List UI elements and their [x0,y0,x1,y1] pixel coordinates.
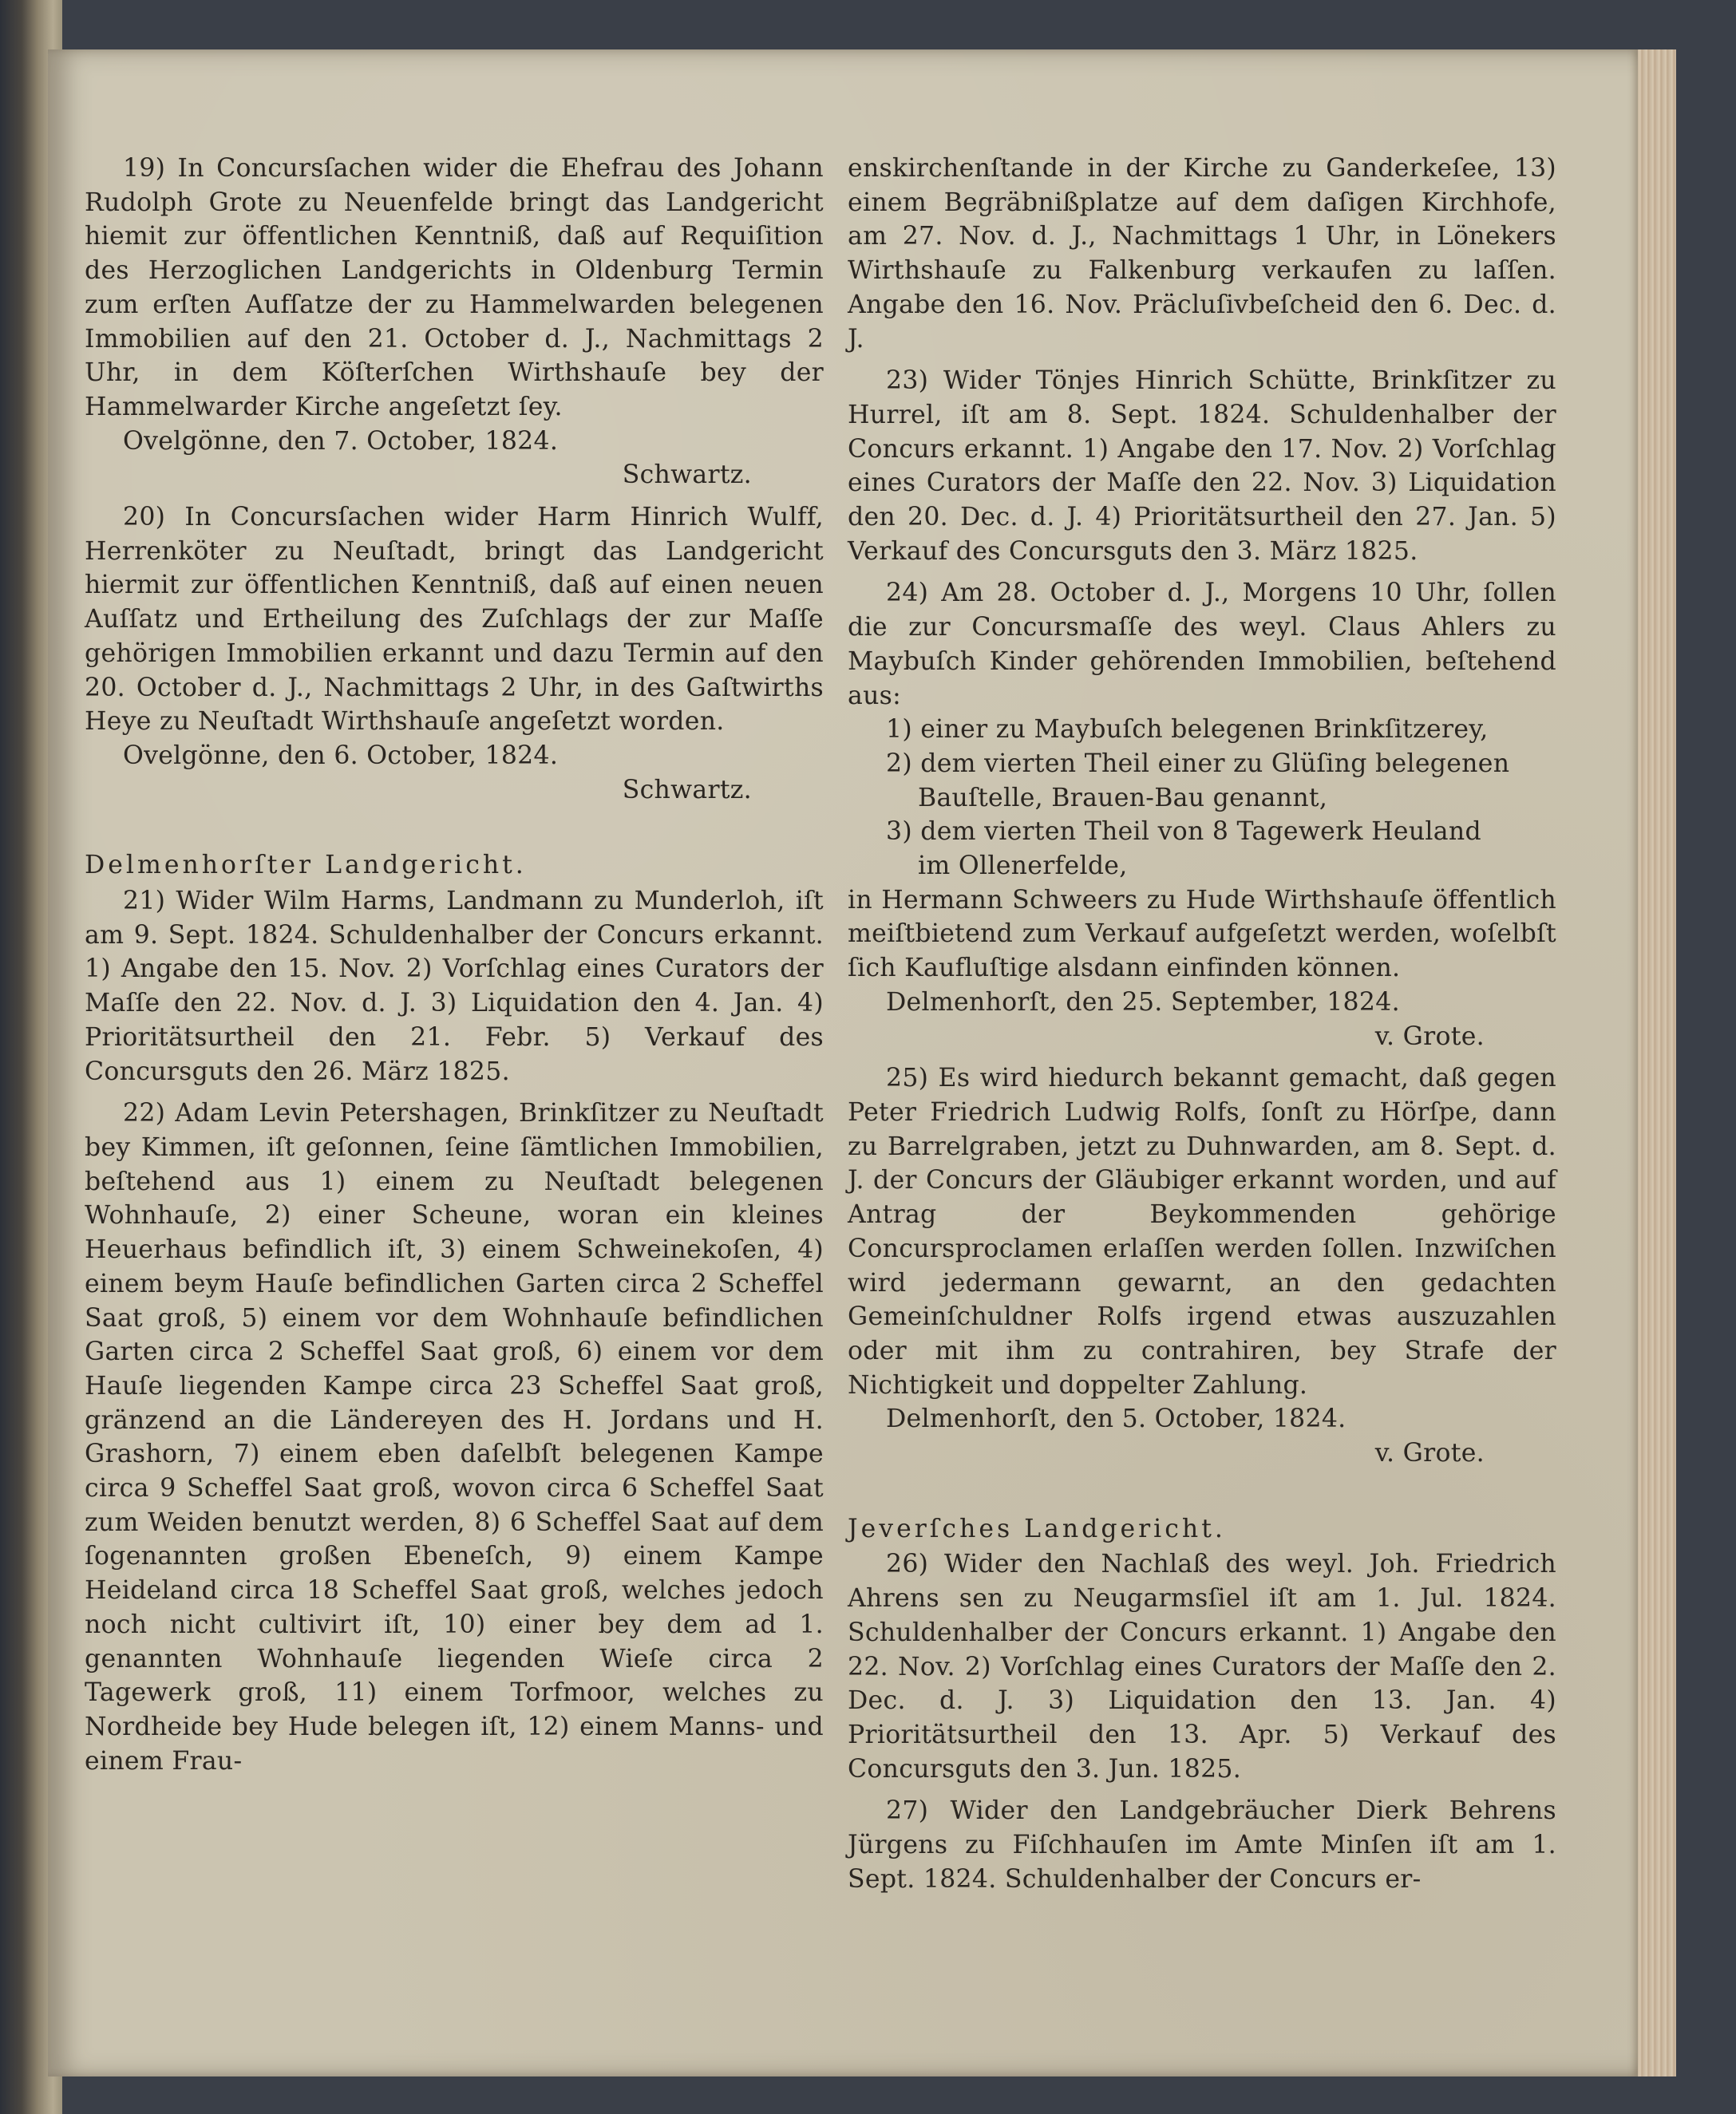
entry-24-dateline: Delmenhorſt, den 25. September, 1824. [886,987,1400,1017]
entry-19-text: 19) In Concursſachen wider die Ehefrau des Johann Rudolph Grote zu Neuenfelde bringt das Landgericht hiemit zur öffentlichen Kenntniß, daß auf Requiſition des Herzoglichen Landgerichts in Oldenburg Termin zum erſten Aufſatze der zu Hammelwarden belegenen Immobilien auf den 21. October d. J., Nachmittags 2 Uhr, in dem Köſterſchen Wirthshauſe bey der Hammelwarder Kirche angeſetzt ſey. [85,154,824,421]
entry-19-dateline: Ovelgönne, den 7. October, 1824. [123,426,559,456]
entry-24-item-1: 1) einer zu Maybuſch belegenen Brinkſitzerey, [886,715,1489,745]
entry-24-outro: in Hermann Schweers zu Hude Wirthshauſe öffentlich meiſtbietend zum Verkauf aufgeſetzt werden, woſelbſt ſich Kaufluſtige alsdann einfinden können. [848,885,1556,983]
entry-22-text: 22) Adam Levin Petershagen, Brinkſitzer zu Neuſtadt bey Kimmen, iſt geſonnen, ſeine ſämtlichen Immobilien, beſtehend aus 1) einem zu Neuſtadt belegenen Wohnhauſe, 2) einer Scheune, woran ein kleines Heuerhaus befindlich iſt, 3) einem Schweinekoſen, 4) einem beym Hauſe befindlichen Garten circa 2 Scheffel Saat groß, 5) einem vor dem Wohnhauſe befindlichen Garten circa 2 Scheffel Saat groß, 6) einem vor dem Hauſe liegenden Kampe circa 23 Scheffel Saat groß, gränzend an die Ländereyen des H. Jordans und H. Grashorn, 7) einem eben daſelbſt belegenen Kampe circa 9 Scheffel Saat groß, wovon circa 6 Scheffel Saat zum Weiden benutzt werden, 8) 6 Scheffel Saat auf dem ſogenannten großen Ebeneſch, 9) einem Kampe Heideland circa 18 Scheffel Saat groß, welches jedoch noch nicht cultivirt iſt, 10) einer bey dem ad 1. genannten Wohnhauſe liegenden Wieſe circa 2 Tagewerk groß, 11) einem Torfmoor, welches zu Nordheide bey Hude belegen iſt, 12) einem Manns- und einem Frau- [85,1099,824,1776]
entry-25-dateline: Delmenhorſt, den 5. October, 1824. [886,1405,1346,1434]
entry-27-text: 27) Wider den Landgebräucher Dierk Behrens Jürgens zu Fiſchhauſen im Amte Minſen iſt am 1. Sept. 1824. Schuldenhalber der Concurs er- [848,1796,1556,1894]
section-heading-delmenhorst: Delmenhorſter Landgericht. [85,851,527,880]
entry-25-text: 25) Es wird hiedurch bekannt gemacht, daß gegen Peter Friedrich Ludwig Rolfs, ſonſt zu Hörſpe, dann zu Barrelgraben, jetzt zu Duhnwarden, am 8. Sept. d. J. der Concurs der Gläubiger erkannt worden, und auf Antrag der Beykommenden gehörige Concursproclamen erlaſſen werden ſollen. Inzwiſchen wird jedermann gewarnt, an den gedachten Gemeinſchuldner Rolfs irgend etwas auszuzahlen oder mit ihm zu contrahiren, bey Strafe der Nichtigkeit und doppelter Zahlung. [848,1064,1556,1400]
right-column [848,152,1556,1896]
entry-26-text: 26) Wider den Nachlaß des weyl. Joh. Friedrich Ahrens sen zu Neugarmsſiel iſt am 1. Jul. 1824. Schuldenhalber der Concurs erkannt. 1) Angabe den 22. Nov. 2) Vorſchlag eines Curators der Maſſe den 2. Dec. d. J. 3) Liquidation den 13. Jan. 4) Prioritätsurtheil den 13. Apr. 5) Verkauf des Concursguts den 3. Jun. 1825. [848,1550,1556,1784]
entry-23-text: 23) Wider Tönjes Hinrich Schütte, Brinkſitzer zu Hurrel, iſt am 8. Sept. 1824. Schuldenhalber der Concurs erkannt. 1) Angabe den 17. Nov. 2) Vorſchlag eines Curators der Maſſe den 22. Nov. 3) Liquidation den 20. Dec. d. J. 4) Prioritätsurtheil den 27. Jan. 5) Verkauf des Concursguts den 3. März 1825. [848,366,1556,566]
entry-24-item-3: 3) dem vierten Theil von 8 Tagewerk Heuland [886,817,1481,847]
entry-24-item-2: 2) dem vierten Theil einer zu Glüſing belegenen [886,749,1510,778]
entry-20-text: 20) In Concursſachen wider Harm Hinrich Wulff, Herrenköter zu Neuſtadt, bringt das Landgericht hiermit zur öffentlichen Kenntniß, daß auf einen neuen Auſſatz und Ertheilung des Zuſchlags der zur Maſſe gehörigen Immobilien erkannt und dazu Termin auf den 20. October d. J., Nachmittags 2 Uhr, in des Gaſtwirths Heye zu Neuſtadt Wirthshauſe angeſetzt worden. [85,503,824,737]
entry-24-intro: 24) Am 28. October d. J., Morgens 10 Uhr, ſollen die zur Concursmaſſe des weyl. Claus Ahlers zu Maybuſch Kinder gehörenden Immobilien, beſtehend aus: [848,579,1556,710]
entry-24-signature: v. Grote. [1374,1021,1485,1051]
entry-21-text: 21) Wider Wilm Harms, Landmann zu Munderloh, iſt am 9. Sept. 1824. Schuldenhalber der Concurs erkannt. 1) Angabe den 15. Nov. 2) Vorſchlag eines Curators der Maſſe den 22. Nov. d. J. 3) Liquidation den 4. Jan. 4) Prioritätsurtheil den 21. Febr. 5) Verkauf des Concursguts den 26. März 1825. [85,887,824,1086]
left-column [85,152,824,1778]
page-edges [1638,49,1676,2076]
entry-20-signature: Schwartz. [622,775,752,804]
entry-19-signature: Schwartz. [622,460,752,490]
section-heading-jever: Jeverſches Landgericht. [848,1514,1226,1543]
entry-24-item-3-cont: im Ollenerfelde, [918,852,1128,881]
entry-24-item-2-cont: Bauſtelle, Brauen-Bau genannt, [918,783,1328,812]
entry-22-continuation: enskirchenſtande in der Kirche zu Ganderkeſee, 13) einem Begräbnißplatze auf dem daſigen Kirchhofe, am 27. Nov. d. J., Nachmittags 1 Uhr, in Lönekers Wirthshauſe zu Falkenburg verkaufen zu laſſen. Angabe den 16. Nov. Präcluſivbeſcheid den 6. Dec. d. J. [848,154,1556,354]
entry-25-signature: v. Grote. [1374,1439,1485,1468]
book-page [48,49,1676,2076]
entry-20-dateline: Ovelgönne, den 6. October, 1824. [123,741,559,770]
